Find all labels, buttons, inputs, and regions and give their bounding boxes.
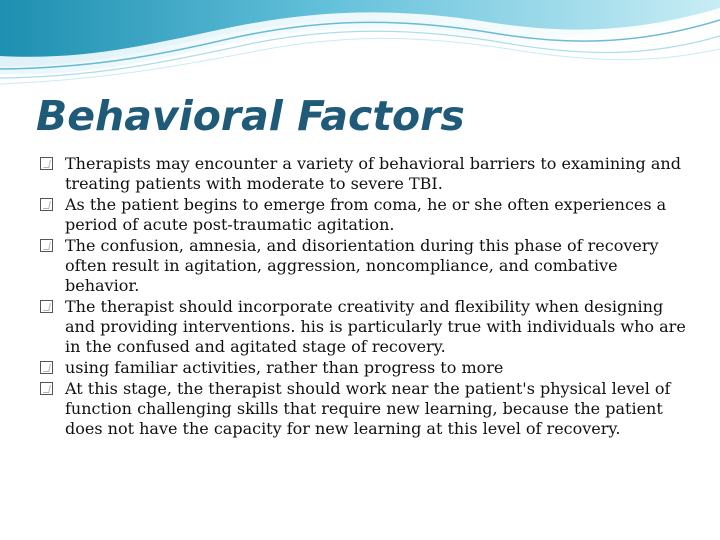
bullet-item: [40, 236, 688, 296]
bullet-text: Therapists may encounter a variety of behavioral barriers to examining and treating patients with moderate to severe TBI.: [65, 154, 681, 193]
bullet-item: [40, 195, 688, 235]
bullet-item: [40, 358, 688, 378]
bullet-item: [40, 297, 688, 357]
missing-glyph-icon: [40, 361, 53, 374]
missing-glyph-icon: [40, 239, 53, 252]
bullet-item: [40, 379, 688, 439]
bullet-item: [40, 154, 688, 194]
bullet-text: using familiar activities, rather than progress to more: [65, 358, 504, 377]
bullet-text: The confusion, amnesia, and disorientation during this phase of recovery often result in agitation, aggression, noncompliance, and combative behavior.: [65, 236, 659, 295]
missing-glyph-icon: [40, 300, 53, 313]
decorative-wave-header: [0, 0, 720, 90]
slide-title: Behavioral Factors: [36, 92, 465, 140]
bullet-text: The therapist should incorporate creativity and flexibility when designing and providing interventions. his is particularly true with individuals who are in the confused and agitated stage of recovery.: [65, 297, 686, 356]
bullet-text: At this stage, the therapist should work near the patient's physical level of function challenging skills that require new learning, because the patient does not have the capacity for new learning at this level of recovery.: [65, 379, 671, 438]
missing-glyph-icon: [40, 382, 53, 395]
missing-glyph-icon: [40, 198, 53, 211]
bullet-text: As the patient begins to emerge from coma, he or she often experiences a period of acute post-traumatic agitation.: [65, 195, 667, 234]
missing-glyph-icon: [40, 157, 53, 170]
bullet-list: [40, 154, 688, 440]
